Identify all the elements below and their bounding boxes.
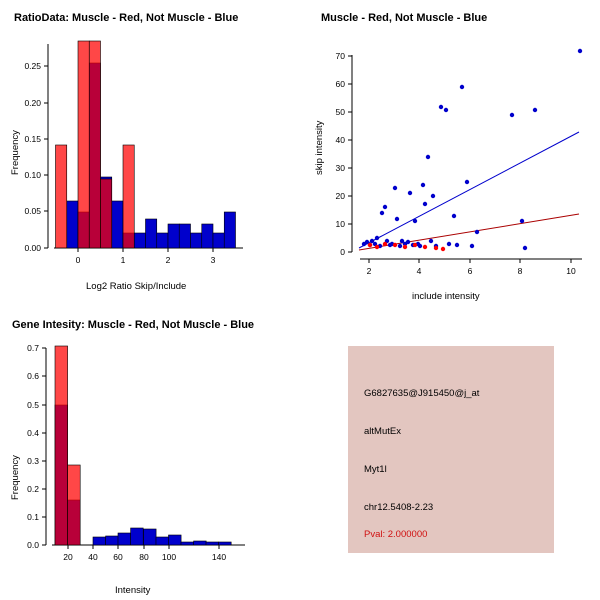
panel-scatter <box>300 0 600 300</box>
intensity-histogram-plot <box>0 300 300 600</box>
scatter-xlabel: include intensity <box>412 291 480 302</box>
svg-text:4: 4 <box>416 266 422 276</box>
info-event-type: altMutEx <box>364 426 401 437</box>
svg-text:0.25: 0.25 <box>24 61 41 71</box>
svg-text:0.2: 0.2 <box>27 484 39 494</box>
svg-text:60: 60 <box>335 79 345 89</box>
svg-text:0.00: 0.00 <box>24 243 41 253</box>
svg-text:70: 70 <box>335 51 345 61</box>
svg-text:20: 20 <box>63 552 73 562</box>
svg-text:2: 2 <box>165 255 171 265</box>
ratio-histogram-title: RatioData: Muscle - Red, Not Muscle - Blue <box>14 12 239 24</box>
svg-text:0.20: 0.20 <box>24 98 41 108</box>
svg-text:0.4: 0.4 <box>27 428 39 438</box>
svg-text:20: 20 <box>335 191 345 201</box>
ratio-histogram-xlabel: Log2 Ratio Skip/Include <box>86 281 187 292</box>
svg-text:0.7: 0.7 <box>27 343 39 353</box>
svg-text:0.15: 0.15 <box>24 134 41 144</box>
svg-text:140: 140 <box>211 552 227 562</box>
intensity-histogram-xlabel: Intensity <box>115 585 151 596</box>
svg-text:10: 10 <box>335 219 345 229</box>
info-box <box>348 346 554 553</box>
scatter-plot <box>300 0 600 300</box>
svg-text:6: 6 <box>467 266 473 276</box>
svg-text:100: 100 <box>161 552 177 562</box>
info-probe-id: G6827635@J915450@j_at <box>364 388 480 399</box>
intensity-histogram-ylabel: Frequency <box>10 455 21 500</box>
svg-text:8: 8 <box>517 266 523 276</box>
svg-text:40: 40 <box>335 135 345 145</box>
svg-text:50: 50 <box>335 107 345 117</box>
panel-intensity-histogram <box>0 300 300 600</box>
info-gene-symbol: Myt1l <box>364 464 387 475</box>
svg-text:80: 80 <box>139 552 149 562</box>
intensity-histogram-title: Gene Intesity: Muscle - Red, Not Muscle - Blue <box>12 319 255 331</box>
info-locus: chr12.5408-2.23 <box>364 502 434 513</box>
svg-text:3: 3 <box>210 255 216 265</box>
svg-text:0.10: 0.10 <box>24 170 41 180</box>
panel-ratio-histogram <box>0 0 300 300</box>
svg-text:30: 30 <box>335 163 345 173</box>
panel-info <box>300 300 600 600</box>
svg-text:1: 1 <box>120 255 126 265</box>
scatter-ylabel: skip intensity <box>314 120 325 175</box>
svg-text:40: 40 <box>88 552 98 562</box>
scatter-title: Muscle - Red, Not Muscle - Blue <box>321 12 488 24</box>
svg-text:60: 60 <box>113 552 123 562</box>
svg-text:0.3: 0.3 <box>27 456 39 466</box>
svg-text:0.6: 0.6 <box>27 371 39 381</box>
svg-text:0.0: 0.0 <box>27 540 39 550</box>
svg-text:0.05: 0.05 <box>24 206 41 216</box>
svg-text:0.5: 0.5 <box>27 400 39 410</box>
ratio-histogram-ylabel: Frequency <box>10 130 21 175</box>
svg-text:0.1: 0.1 <box>27 512 39 522</box>
ratio-histogram-plot <box>0 0 300 300</box>
svg-text:2: 2 <box>366 266 372 276</box>
svg-text:10: 10 <box>566 266 576 276</box>
svg-text:0: 0 <box>75 255 81 265</box>
svg-text:0: 0 <box>340 247 345 257</box>
info-pval: Pval: 2.000000 <box>364 529 428 540</box>
